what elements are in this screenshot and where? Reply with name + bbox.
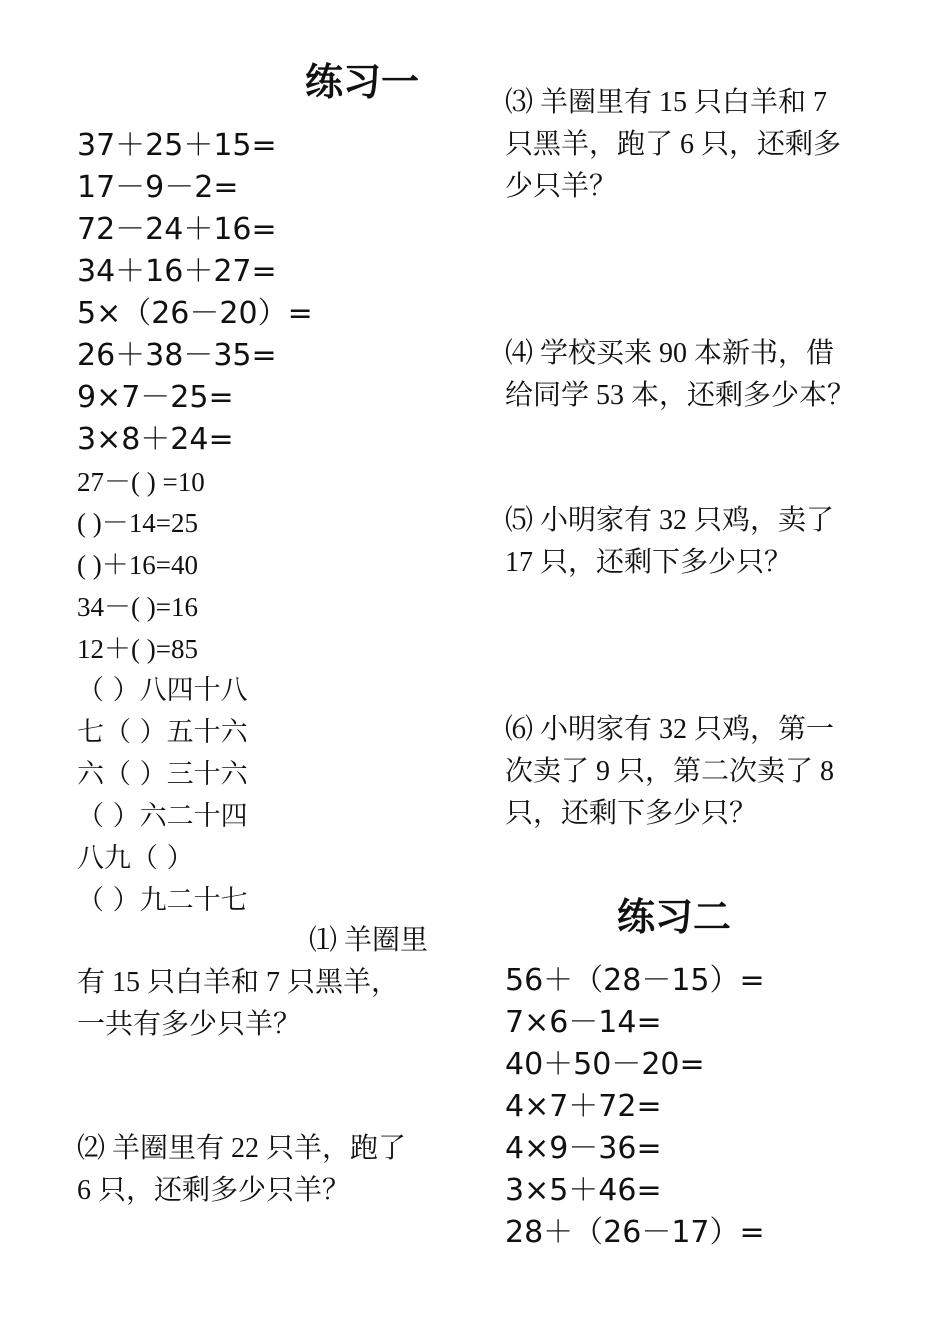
exercise1-title: 练习一: [305, 59, 420, 104]
problem-line: 有 15 只白羊和 7 只黑羊，: [77, 967, 400, 998]
problem-line: 只，还剩下多少只？: [505, 798, 758, 829]
problem-line: ⑵ 羊圈里有 22 只羊，跑了: [77, 1133, 407, 1164]
problem-line: 给同学 53 本，还剩多少本？: [505, 380, 856, 411]
fill-blank-row: 34－( )=16: [77, 592, 198, 622]
problem-line: 一共有多少只羊？: [77, 1009, 302, 1040]
problem-line: ⑹ 小明家有 32 只鸡，第一: [505, 714, 835, 745]
problem-line: 少只羊？: [505, 171, 618, 202]
multiplication-rhyme-row: （ ）六二十四: [77, 801, 248, 832]
equation-row: 26＋38－35=: [77, 338, 277, 373]
equation-row: 37＋25＋15=: [77, 128, 277, 163]
equation-row: 4×9－36=: [505, 1131, 662, 1166]
multiplication-rhyme-row: （ ）八四十八: [77, 675, 248, 706]
equation-row: 5×（26－20）=: [77, 296, 313, 331]
fill-blank-row: ( )－14=25: [77, 508, 198, 538]
word-problem-6: [505, 709, 834, 835]
problem-line: 17 只，还剩下多少只？: [505, 547, 793, 578]
fill-blank-row: ( )＋16=40: [77, 550, 198, 580]
equation-row: 9×7－25=: [77, 380, 234, 415]
equation-row: 56＋（28－15）=: [505, 963, 765, 998]
problem-line: 只黑羊，跑了 6 只，还剩多: [505, 129, 842, 160]
problem-line: 次卖了 9 只，第二次卖了 8: [505, 756, 835, 787]
problem-line: 6 只，还剩多少只羊？: [77, 1175, 351, 1206]
word-problem-4: [505, 333, 855, 417]
word-problem-1: [77, 920, 428, 1046]
exercise2-title: 练习二: [617, 894, 732, 939]
equation-row: 72－24＋16=: [77, 212, 277, 247]
multiplication-rhyme-row: 六（ ）三十六: [77, 759, 248, 790]
equation-row: 28＋（26－17）=: [505, 1215, 765, 1250]
multiplication-rhyme-row: （ ）九二十七: [77, 885, 248, 916]
problem-line: ⑷ 学校买来 90 本新书，借: [505, 338, 835, 369]
problem-line: ⑴ 羊圈里: [309, 925, 429, 956]
fill-blank-row: 12＋( )=85: [77, 634, 198, 664]
word-problem-2: [77, 1128, 406, 1212]
equation-row: 40＋50－20=: [505, 1047, 705, 1082]
equation-row: 3×8＋24=: [77, 422, 234, 457]
multiplication-rhyme-row: 八九（ ）: [77, 843, 194, 874]
equation-row: 4×7＋72=: [505, 1089, 662, 1124]
equation-row: 17－9－2=: [77, 170, 239, 205]
multiplication-rhyme-row: 七（ ）五十六: [77, 717, 248, 748]
problem-line: ⑶ 羊圈里有 15 只白羊和 7: [505, 87, 828, 118]
problem-line: ⑸ 小明家有 32 只鸡，卖了: [505, 505, 835, 536]
word-problem-5: [505, 500, 834, 584]
equation-row: 3×5＋46=: [505, 1173, 662, 1208]
word-problem-3: [505, 82, 841, 208]
fill-blank-row: 27－( ) =10: [77, 467, 205, 497]
equation-row: 34＋16＋27=: [77, 254, 277, 289]
equation-row: 7×6－14=: [505, 1005, 662, 1040]
